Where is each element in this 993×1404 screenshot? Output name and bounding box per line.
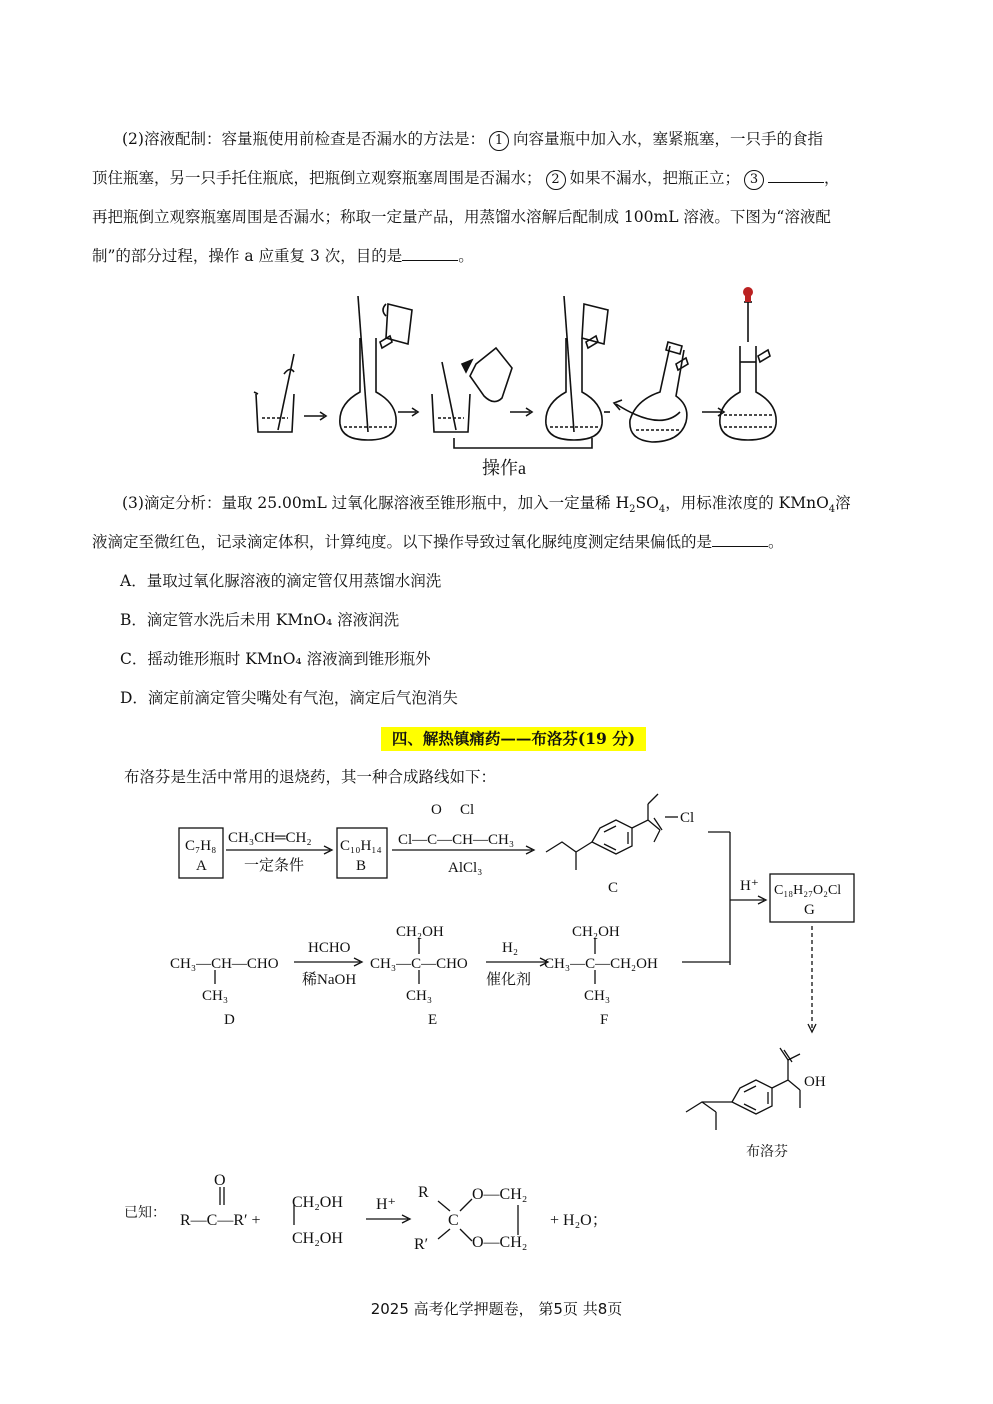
reagent-h2: H₂ (502, 940, 519, 956)
known-reaction (120, 1165, 680, 1265)
ring-top: O—CH₂ (472, 1186, 528, 1203)
answer-blank[interactable] (768, 168, 824, 183)
wash-bottle-icon (462, 348, 512, 402)
f-top: CH₂OH (572, 924, 620, 940)
ibuprofen-oh: OH (804, 1074, 826, 1090)
d-methyl: CH₃ (202, 988, 229, 1004)
q2-line-1: (2)溶液配制：容量瓶使用前检查是否漏水的方法是： 1 向容量瓶中加入水，塞紧瓶塞，一只手的食指 (122, 120, 910, 159)
reagent-naoh: 稀NaOH (302, 972, 357, 988)
catalyst-alcl3: AlCl₃ (448, 860, 483, 876)
known-prefix: 已知： (124, 1206, 166, 1221)
option-d[interactable]: D．滴定前滴定管尖嘴处有气泡，滴定后气泡消失 (120, 689, 458, 707)
option-a[interactable]: A．量取过氧化脲溶液的滴定管仅用蒸馏水润洗 (120, 572, 442, 590)
reagent-hcho: HCHO (308, 940, 351, 956)
c-label: C (608, 880, 619, 896)
e-formula: CH₃—C—CHO (370, 956, 468, 972)
h-plus: H⁺ (740, 878, 759, 894)
dropper-icon (744, 302, 752, 342)
f-label: F (600, 1012, 609, 1028)
answer-blank[interactable] (402, 246, 458, 261)
q3-line-1: (3)滴定分析：量取 25.00mL 过氧化脲溶液至锥形瓶中，加入一定量稀 $H_2SO_4$，用标准浓度的 KMnO$_4$溶 (122, 494, 851, 516)
f-formula: CH₃—C—CH₂OH (544, 956, 658, 972)
a-formula: C₇H₈ (185, 838, 217, 854)
q2-line-2: 顶住瓶塞，另一只手托住瓶底，把瓶倒立观察瓶塞周围是否漏水； 2 如果不漏水，把瓶正立； 3 ， (92, 159, 910, 198)
circled-number: 2 (546, 170, 566, 190)
r-prime-group: R′ (414, 1236, 429, 1253)
swirling-flask-icon (614, 342, 688, 442)
f-methyl: CH₃ (584, 988, 611, 1004)
a-label: A (196, 858, 207, 874)
e-top: CH₂OH (396, 924, 444, 940)
page-footer: 2025 高考化学押题卷， 第5页 共8页 (370, 1300, 623, 1318)
q2-paragraph (92, 120, 910, 159)
answer-blank[interactable] (712, 532, 768, 547)
d-formula: CH₃—CH—CHO (170, 956, 279, 972)
volumetric-flask-icon (546, 296, 608, 440)
q3-line-2: 液滴定至微红色，记录滴定体积，计算纯度。以下操作导致过氧化脲纯度测定结果偏低的是 。 (92, 533, 784, 551)
reagent-o: O (431, 802, 442, 818)
b-formula: C₁₀H₁₄ (340, 838, 382, 854)
solution-preparation-figure (240, 282, 780, 482)
synthesis-scheme (160, 790, 900, 1170)
b-label: B (356, 858, 367, 874)
option-b[interactable]: B．滴定管水洗后未用 KMnO₄ 溶液润洗 (120, 611, 400, 629)
q2-line-4: 制”的部分过程，操作 a 应重复 3 次，目的是 。 (92, 247, 474, 265)
water-product: + H₂O； (550, 1212, 608, 1229)
ring-bottom: O—CH₂ (472, 1234, 528, 1251)
e-label: E (428, 1012, 438, 1028)
ibuprofen-structure (686, 1048, 800, 1130)
d-label: D (224, 1012, 235, 1028)
g-formula: C₁₈H₂₇O₂Cl (774, 883, 842, 898)
h-plus-label: H⁺ (376, 1196, 396, 1213)
diol-bottom: CH₂OH (292, 1230, 343, 1247)
volumetric-flask-icon (340, 296, 412, 440)
acetal-carbon: C (448, 1212, 459, 1229)
r-group: R (418, 1184, 429, 1201)
g-label: G (804, 902, 815, 918)
beaker-icon (254, 354, 294, 432)
volumetric-flask-icon (720, 346, 776, 440)
e-methyl: CH₃ (406, 988, 433, 1004)
compound-c-structure (546, 794, 678, 870)
reagent-cl: Cl (460, 802, 475, 818)
section-intro: 布洛芬是生活中常用的退烧药，其一种合成路线如下： (124, 768, 497, 786)
reagent-acyl-chloride: Cl—C—CH—CH₃ (398, 832, 515, 848)
q2-line-3: 再把瓶倒立观察瓶塞周围是否漏水；称取一定量产品，用蒸馏水溶解后配制成 100mL 溶液。下图为“溶液配 (92, 208, 831, 226)
catalyst-label: 催化剂 (486, 972, 532, 988)
circled-number: 1 (489, 131, 509, 151)
option-c[interactable]: C．摇动锥形瓶时 KMnO₄ 溶液滴到锥形瓶外 (120, 650, 431, 668)
operation-a-label: 操作a (482, 458, 526, 478)
ketone-formula: R—C—R′ + (180, 1212, 261, 1229)
ibuprofen-label: 布洛芬 (746, 1145, 788, 1160)
carbonyl-o: O (214, 1172, 226, 1189)
section-title: 四、解热镇痛药——布洛芬(19 分) (381, 727, 646, 751)
condition-label: 一定条件 (244, 858, 305, 874)
beaker-icon (432, 362, 470, 432)
reagent-propene: CH₃CH═CH₂ (228, 830, 312, 846)
c-chlorine: Cl (680, 810, 695, 826)
diol-top: CH₂OH (292, 1194, 343, 1211)
circled-number: 3 (744, 170, 764, 190)
